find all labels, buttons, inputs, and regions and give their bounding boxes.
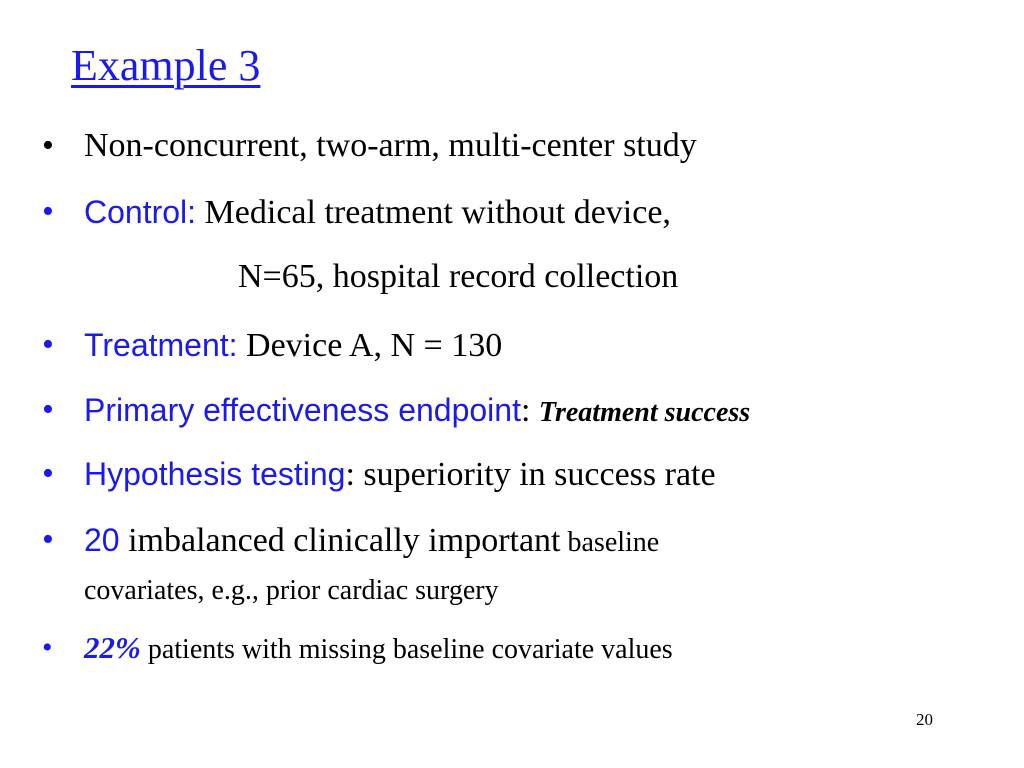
bullet-number: 22% bbox=[84, 630, 141, 665]
bullet-label: Hypothesis testing bbox=[84, 456, 346, 492]
bullet-text: : superiority in success rate bbox=[345, 456, 716, 493]
bullet-icon: • bbox=[42, 193, 54, 230]
bullet-icon: • bbox=[42, 631, 53, 664]
bullet-label: Treatment: bbox=[84, 327, 238, 363]
bullet-item-hypothesis bbox=[84, 453, 716, 496]
bullet-item-endpoint bbox=[84, 389, 750, 434]
bullet-continuation: N=65, hospital record collection bbox=[238, 258, 679, 295]
bullet-icon: • bbox=[42, 127, 54, 164]
bullet-item-covariates bbox=[84, 519, 659, 564]
bullet-item-missing bbox=[84, 628, 673, 670]
bullet-label: Primary effectiveness endpoint bbox=[84, 392, 521, 428]
bullet-colon: : bbox=[520, 392, 539, 429]
bullet-item-treatment bbox=[84, 324, 502, 367]
page-number: 20 bbox=[916, 710, 933, 729]
bullet-icon: • bbox=[42, 391, 54, 428]
bullet-icon: • bbox=[42, 455, 54, 492]
bullet-text: Medical treatment without device, bbox=[196, 194, 671, 231]
bullet-icon: • bbox=[42, 521, 54, 558]
bullet-text: Non-concurrent, two-arm, multi-center study bbox=[84, 127, 697, 164]
bullet-icon: • bbox=[42, 326, 54, 363]
bullet-emphasis: Treatment success bbox=[538, 397, 751, 428]
bullet-text: imbalanced clinically important bbox=[119, 522, 561, 559]
bullet-text: patients with missing baseline covariate values bbox=[140, 634, 673, 665]
bullet-continuation: covariates, e.g., prior cardiac surgery bbox=[84, 575, 499, 606]
bullet-number: 20 bbox=[84, 522, 120, 558]
bullet-label: Control: bbox=[84, 194, 197, 230]
bullet-item-study-design bbox=[84, 125, 697, 167]
slide-title: Example 3 bbox=[71, 41, 261, 90]
bullet-item-control bbox=[84, 191, 671, 234]
bullet-text: Device A, N = 130 bbox=[237, 327, 503, 364]
bullet-text-small: baseline bbox=[560, 527, 660, 558]
